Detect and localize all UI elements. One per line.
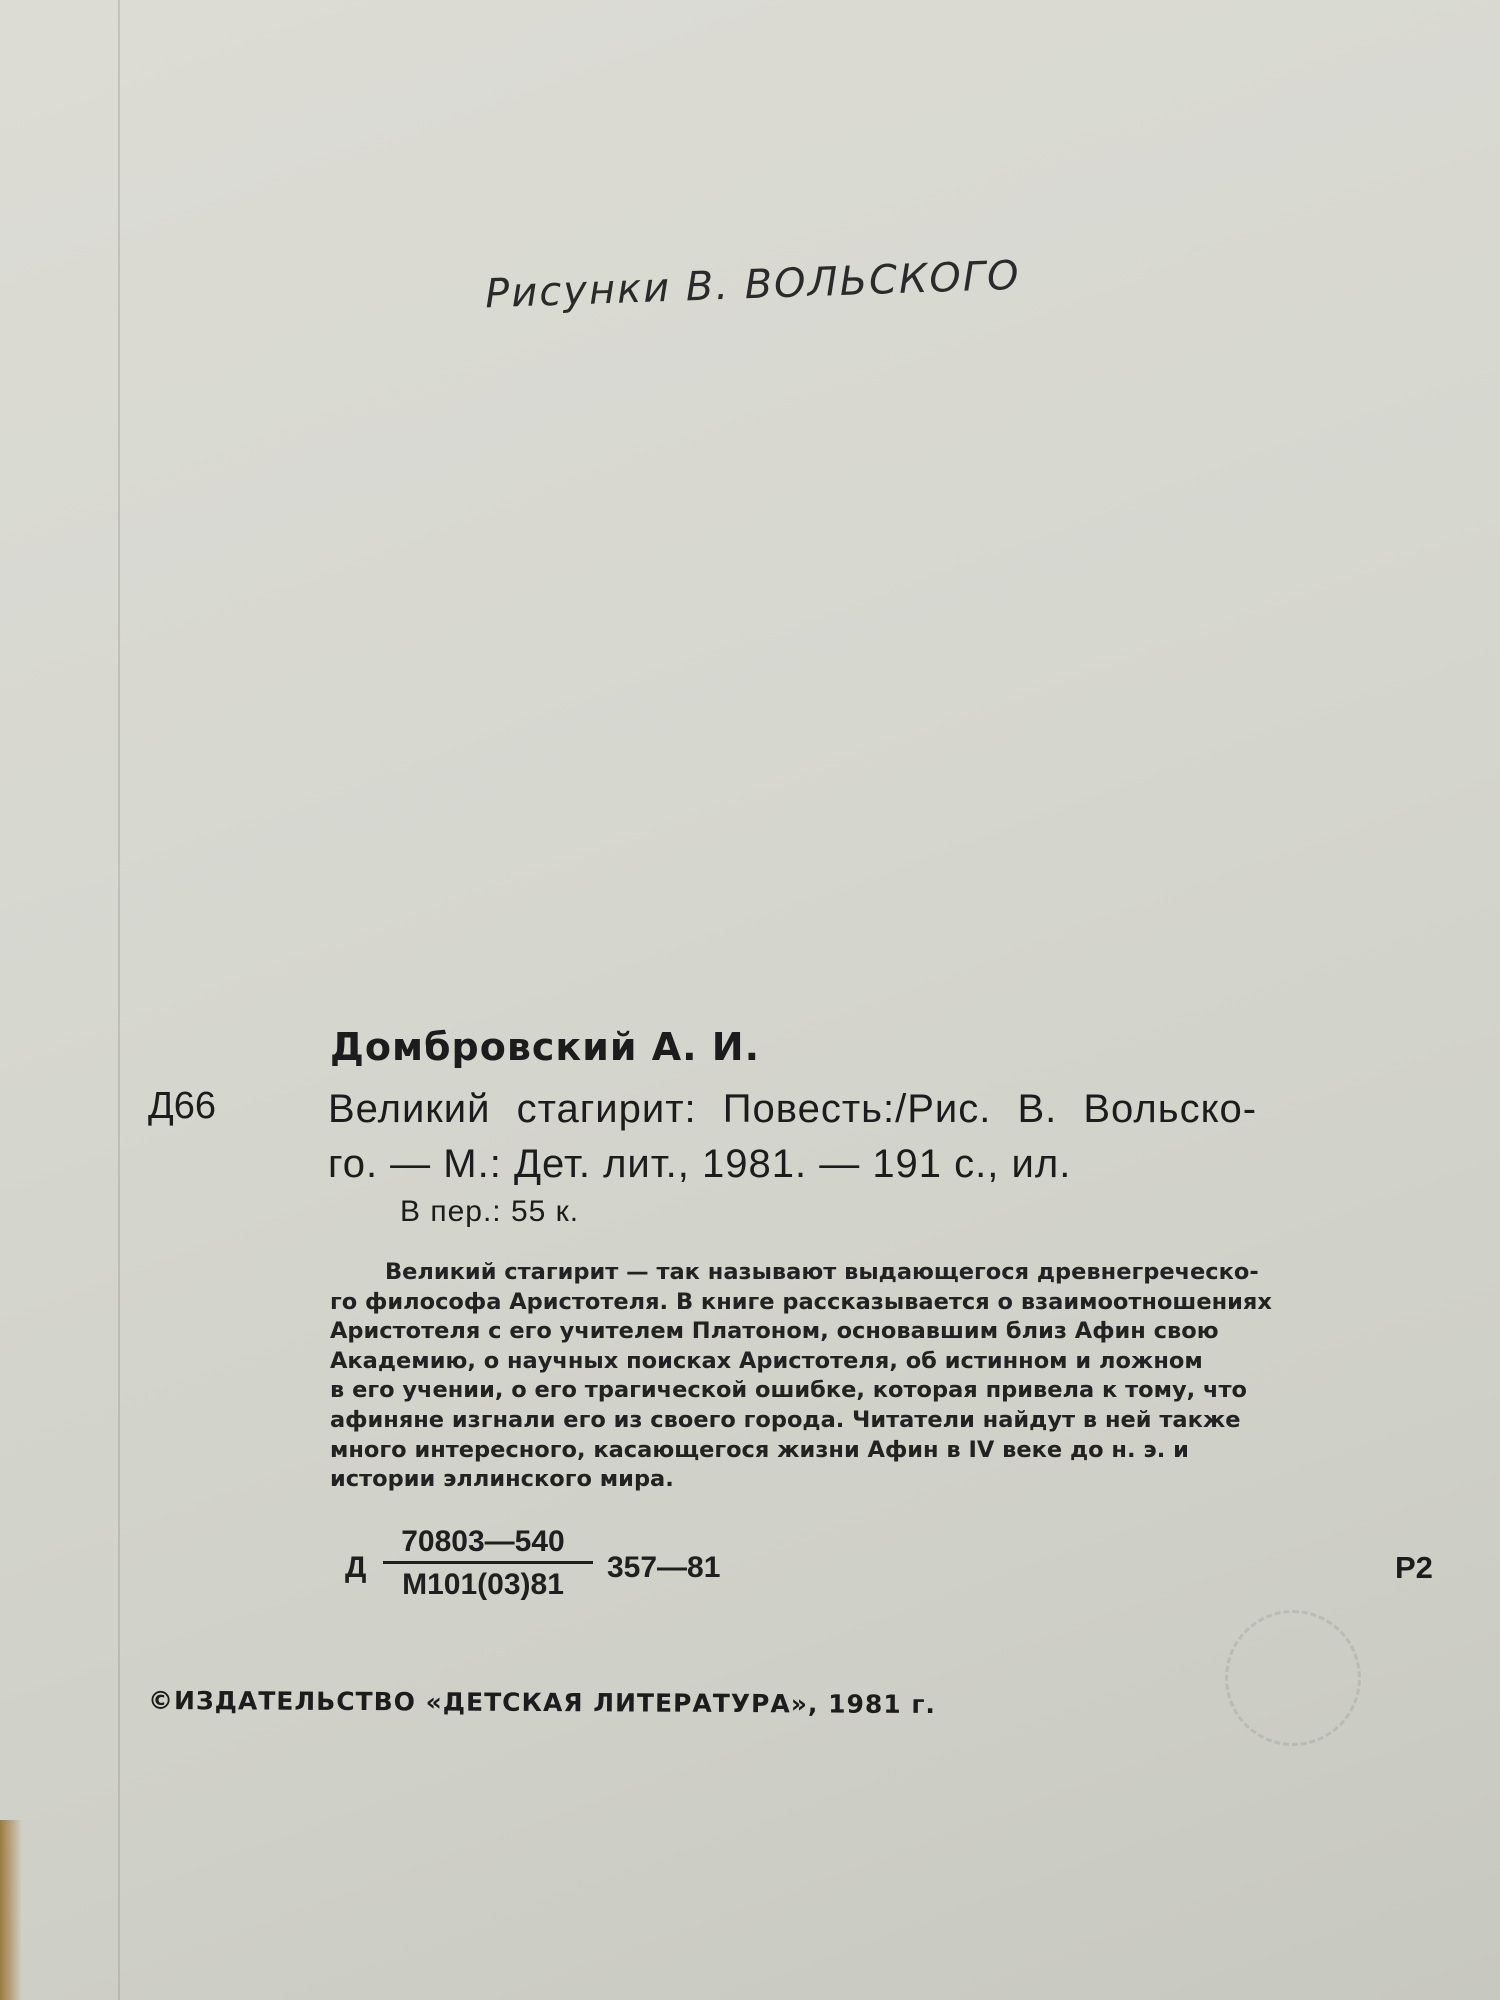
annotation-line: в его учении, о его трагической ошибке, которая привела к тому, что (330, 1377, 1247, 1404)
copyright-line: ©ИЗДАТЕЛЬСТВО «ДЕТСКАЯ ЛИТЕРАТУРА», 1981 г. (147, 1685, 937, 1720)
catalog-code: Д66 (148, 1085, 217, 1127)
annotation-line: го философа Аристотеля. В книге рассказывается о взаимоотношениях (330, 1288, 1272, 1315)
illustrator-credit: Рисунки В. ВОЛЬСКОГО (484, 252, 1022, 318)
page-edge (118, 0, 120, 2000)
fraction-bar (383, 1561, 593, 1564)
annotation-line: истории эллинского мира. (330, 1466, 674, 1493)
index-numerator: 70803—540 (401, 1525, 565, 1558)
catalog-author: Домбровский А. И. (330, 1025, 761, 1069)
annotation-line: Аристотеля с его учителем Платоном, основавшим близ Афин свою (330, 1318, 1219, 1345)
bibliographic-line: го. — М.: Дет. лит., 1981. — 191 с., ил. (328, 1142, 1072, 1186)
bbk-code: Р2 (1395, 1550, 1433, 1585)
page-stain (0, 1820, 22, 2000)
bibliographic-line: Великий стагирит: Повесть:/Рис. В. Вольско- (328, 1087, 1258, 1131)
index-letter: Д (345, 1551, 367, 1584)
annotation-line: Академию, о научных поисках Аристотеля, об истинном и ложном (330, 1347, 1203, 1374)
faint-stamp (1225, 1610, 1361, 1746)
index-number: 357—81 (607, 1551, 721, 1584)
price-line: В пер.: 55 к. (400, 1195, 580, 1228)
index-fraction (383, 1525, 583, 1602)
annotation-line: Великий стагирит — так называют выдающегося древнегреческо- (385, 1259, 1259, 1285)
annotation (330, 1258, 1445, 1495)
annotation-line: много интересного, касающегося жизни Афин в IV веке до н. э. и (330, 1436, 1189, 1463)
annotation-line: афиняне изгнали его из своего города. Читатели найдут в ней также (330, 1406, 1241, 1433)
index-denominator: М101(03)81 (402, 1568, 564, 1601)
bibliographic-description (328, 1082, 1438, 1192)
